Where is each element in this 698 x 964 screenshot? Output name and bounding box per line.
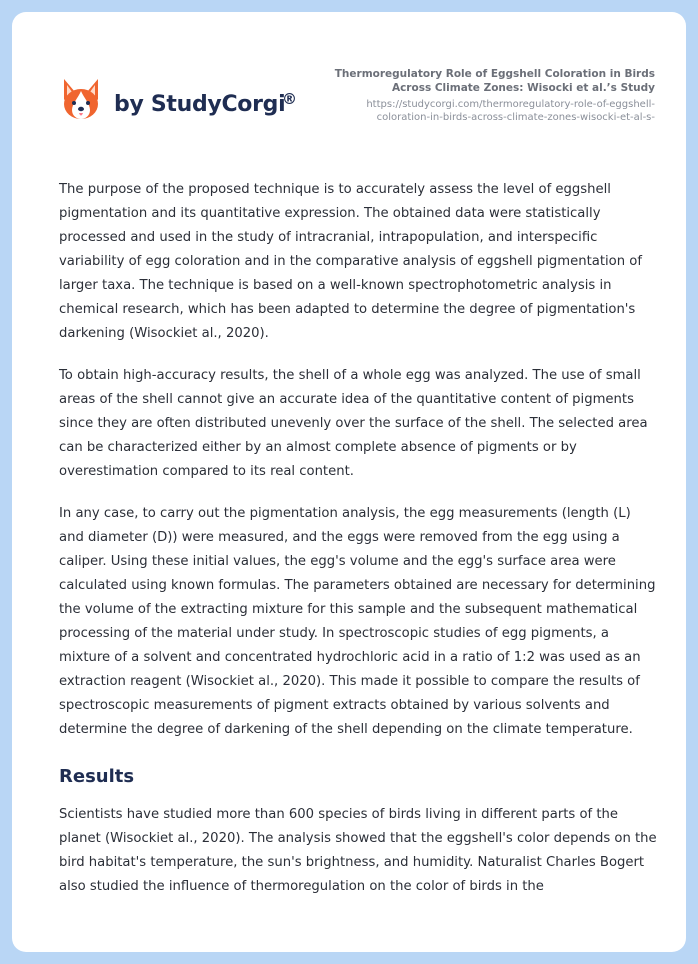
document-url[interactable]: [315, 98, 655, 124]
results-heading: Results: [59, 766, 135, 787]
brand-name: by StudyCorgi: [114, 91, 286, 117]
document-title-line2: Across Climate Zones: Wisocki et al.’s Study: [391, 82, 655, 94]
results-paragraph: Scientists have studied more than 600 species of birds living in different parts of the planet (Wisockiet al., 2020). The analysis showed that the eggshell's color depends on the bird habitat's temperature, the sun's brightness, and humidity. Naturalist Charles Bogert also studied the influence of thermoregulation on the color of birds in the: [59, 807, 657, 894]
document-title-line1: Thermoregulatory Role of Eggshell Coloration in Birds: [334, 68, 655, 80]
corgi-icon: [60, 76, 102, 122]
studycorgi-logo[interactable]: [60, 76, 297, 122]
paragraph: The purpose of the proposed technique is to accurately assess the level of eggshell pigmentation and its quantitative expression. The obtained data were statistically processed and used in the study of intracranial, intrapopulation, and interspecific variability of egg coloration and in the comparative analysis of eggshell pigmentation of larger taxa. The technique is based on a well-known spectrophotometric analysis in chemical research, which has been adapted to determine the degree of pigmentation's darkening (Wisockiet al., 2020).: [59, 182, 642, 341]
article-body: [59, 178, 659, 917]
document-meta: [315, 67, 655, 124]
document-url-line1: https://studycorgi.com/thermoregulatory-role-of-eggshell-: [366, 99, 655, 110]
registered-mark: ®: [282, 90, 297, 108]
document-title: [315, 67, 655, 95]
paragraph: To obtain high-accuracy results, the shell of a whole egg was analyzed. The use of small areas of the shell cannot give an accurate idea of the quantitative content of pigments since they are often distributed unevenly over the surface of the shell. The selected area can be characterized either by an almost complete absence of pigments or by overestimation compared to its real content.: [59, 368, 648, 479]
paragraph: In any case, to carry out the pigmentation analysis, the egg measurements (length (L) and diameter (D)) were measured, and the eggs were removed from the egg using a caliper. Using these initial values, the egg's volume and the egg's surface area were calculated using known formulas. The parameters obtained are necessary for determining the volume of the extracting mixture for this sample and the subsequent mathematical processing of the material under study. In spectroscopic studies of egg pigments, a mixture of a solvent and concentrated hydrochloric acid in a ratio of 1:2 was used as an extraction reagent (Wisockiet al., 2020). This made it possible to compare the results of spectroscopic measurements of pigment extracts obtained by various solvents and determine the degree of darkening of the shell depending on the climate temperature.: [59, 506, 656, 737]
document-url-line2: coloration-in-birds-across-climate-zones-wisocki-et-al-s-: [376, 112, 655, 123]
document-page: [12, 12, 686, 952]
